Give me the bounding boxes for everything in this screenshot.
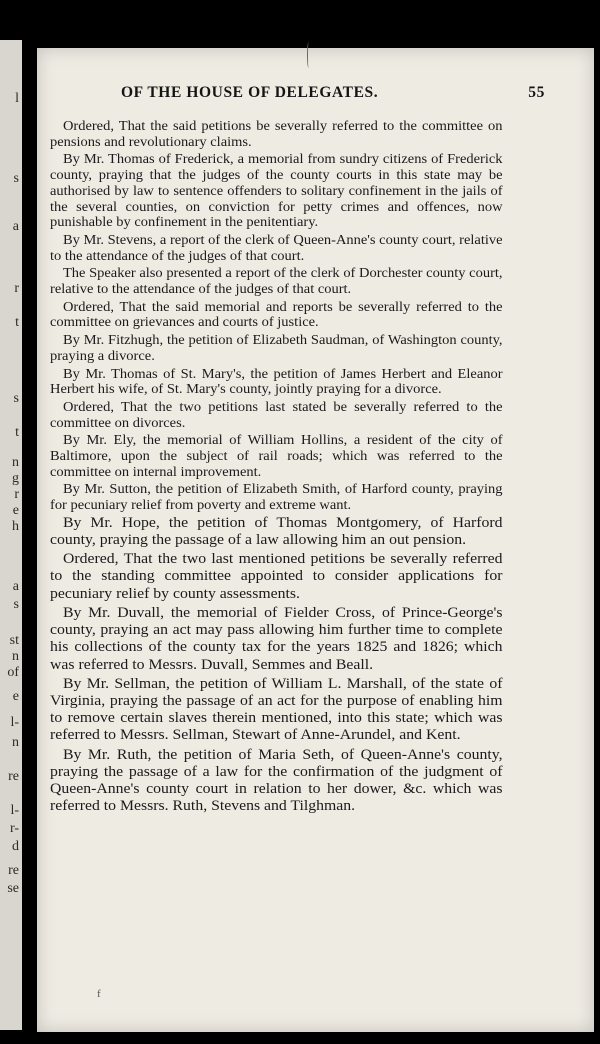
paragraph-duvall: By Mr. Duvall, the memorial of Fielder Cross, of Prince-George's county, praying an act may pass allowing him further time to complete his collections of the county tax for the years 1825 and 1826; which was referred to Messrs. Duvall, Semmes and Beall. bbox=[50, 604, 503, 673]
paragraph-ruth: By Mr. Ruth, the petition of Maria Seth, of Queen-Anne's county, praying the passage of a law for the confirmation of the judgment of Queen-Anne's county court in relation to her dower, &c. which was referred to Messrs. Ruth, Stevens and Tilghman. bbox=[50, 746, 503, 815]
margin-fragment: e bbox=[12, 689, 19, 704]
paragraph-ordered-divorces: Ordered, That the two petitions last stated be severally referred to the committee on divorces. bbox=[50, 398, 503, 430]
paragraph-ordered-assessments: Ordered, That the two last mentioned petitions be severally referred to the standing committee appointed to consider applications for pecuniary relief by county assessments. bbox=[50, 551, 503, 602]
margin-fragment: l bbox=[15, 91, 19, 106]
running-title: OF THE HOUSE OF DELEGATES. bbox=[121, 84, 379, 101]
margin-fragment: a bbox=[12, 579, 19, 594]
footer-mark: f bbox=[97, 988, 101, 1000]
paragraph-speaker-report: The Speaker also presented a report of the clerk of Dorchester county court, relative to the attendance of the judges of that court. bbox=[50, 265, 503, 297]
margin-fragment: r bbox=[14, 487, 19, 502]
margin-fragment: h bbox=[12, 519, 19, 534]
paragraph-thomas-st-marys: By Mr. Thomas of St. Mary's, the petition of James Herbert and Eleanor Herbert his wife, of St. Mary's county, jointly praying for a divorce. bbox=[50, 365, 503, 397]
margin-fragment: s bbox=[13, 391, 19, 406]
adjacent-page-edge bbox=[0, 40, 22, 1030]
margin-fragment: s bbox=[13, 171, 19, 186]
margin-fragment: l- bbox=[10, 803, 19, 818]
book-page bbox=[37, 48, 594, 1032]
paragraph-sellman: By Mr. Sellman, the petition of William L. Marshall, of the state of Virginia, praying the passage of an act for the purpose of enabling him to remove certain slaves therein mentioned, into this state; which was referred to Messrs. Sellman, Stewart of Anne-Arundel, and Kent. bbox=[50, 675, 503, 744]
margin-fragment: a bbox=[12, 219, 19, 234]
margin-fragment: r bbox=[14, 281, 19, 296]
paragraph-stevens-report: By Mr. Stevens, a report of the clerk of Queen-Anne's county court, relative to the attendance of the judges of that court. bbox=[50, 231, 503, 263]
margin-fragment: n bbox=[12, 735, 19, 750]
margin-fragment: st bbox=[9, 633, 19, 648]
body-text bbox=[50, 118, 503, 817]
margin-fragment: n bbox=[12, 649, 19, 664]
margin-fragment: r- bbox=[9, 821, 19, 836]
margin-fragment: e bbox=[12, 503, 19, 518]
margin-fragment: t bbox=[15, 425, 19, 440]
paragraph-ordered-grievances: Ordered, That the said memorial and reports be severally referred to the committee on grievances and courts of justice. bbox=[50, 298, 503, 330]
margin-fragment: t bbox=[15, 315, 19, 330]
margin-fragment: s bbox=[13, 597, 19, 612]
margin-fragment: d bbox=[12, 839, 19, 854]
margin-fragment: l- bbox=[10, 715, 19, 730]
margin-fragment: re bbox=[8, 769, 19, 784]
page-number: 55 bbox=[528, 84, 545, 101]
paragraph-hope: By Mr. Hope, the petition of Thomas Montgomery, of Harford county, praying the passage of a law allowing him an out pension. bbox=[50, 514, 503, 549]
paragraph-sutton: By Mr. Sutton, the petition of Elizabeth Smith, of Harford county, praying for pecuniary relief from poverty and extreme want. bbox=[50, 481, 503, 513]
paragraph-ely: By Mr. Ely, the memorial of William Hollins, a resident of the city of Baltimore, upon the subject of rail roads; which was referred to the committee on internal improvement. bbox=[50, 432, 503, 479]
margin-fragment: re bbox=[8, 863, 19, 878]
paragraph-ordered-pensions: Ordered, That the said petitions be severally referred to the committee on pensions and revolutionary claims. bbox=[50, 118, 503, 149]
margin-fragment: n bbox=[12, 455, 19, 470]
paragraph-thomas-frederick: By Mr. Thomas of Frederick, a memorial from sundry citizens of Frederick county, praying that the judges of the county courts in this state may be authorised by law to sentence offenders to solitary confinement in the jails of the several counties, on conviction for petty crimes and offences, now punishable by confinement in the penitentiary. bbox=[50, 151, 503, 230]
top-pen-mark bbox=[307, 42, 310, 68]
paragraph-fitzhugh: By Mr. Fitzhugh, the petition of Elizabeth Saudman, of Washington county, praying a divorce. bbox=[50, 332, 503, 363]
margin-fragment: g bbox=[12, 471, 19, 486]
margin-fragment: se bbox=[7, 881, 19, 896]
margin-fragment: of bbox=[7, 665, 19, 680]
